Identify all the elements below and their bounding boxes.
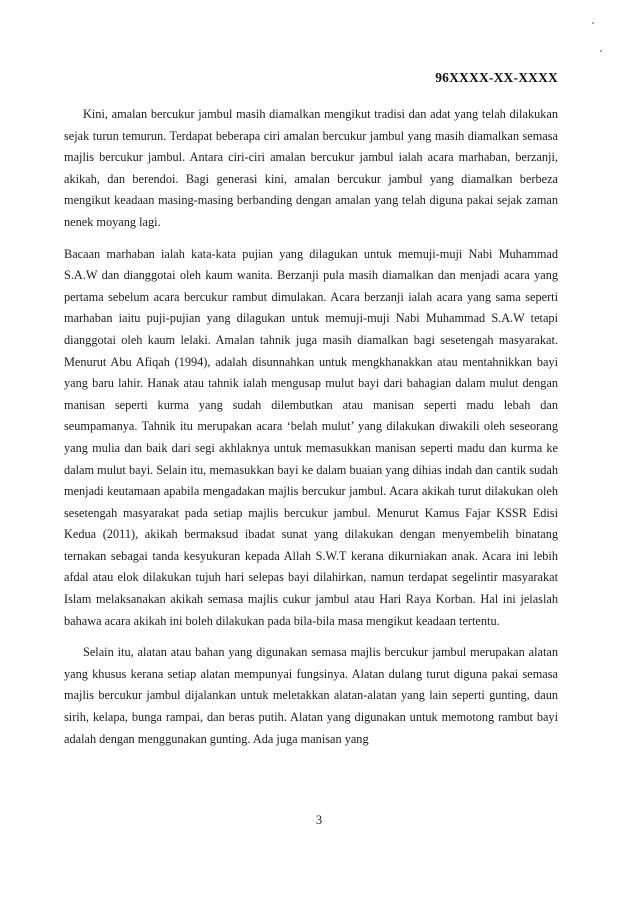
page-number: 3 — [315, 813, 323, 827]
paragraph: Selain itu, alatan atau bahan yang digunakan semasa majlis bercukur jambul merupakan alatan yang khusus kerana setiap alatan mempunyai fungsinya. Alatan dulang turut diguna pakai semasa majlis bercukur jambul dijalankan untuk meletakkan alatan-alatan yang lain seperti gunting, daun sirih, kelapa, bunga rampai, dan beras putih. Alatan yang digunakan untuk memotong rambut bayi adalah dengan menggunakan gunting. Ada juga manisan yang — [64, 645, 558, 746]
document-id: 96XXXX-XX-XXXX — [435, 70, 558, 85]
scan-speck — [600, 50, 602, 52]
body-text — [64, 104, 558, 750]
scan-speck — [592, 22, 594, 24]
paragraph: Bacaan marhaban ialah kata-kata pujian yang dilagukan untuk memuji-muji Nabi Muhammad S.A.W dan dianggotai oleh kaum wanita. Berzanji pula masih diamalkan dan menjadi acara yang pertama sebelum acara bercukur rambut dimulakan. Acara berzanji ialah acara yang sama seperti marhaban iaitu puji-pujian yang dilagukan untuk memuji-muji Nabi Muhammad S.A.W tetapi dianggotai oleh kaum lelaki. Amalan tahnik juga masih diamalkan bagi sesetengah masyarakat. Menurut Abu Afiqah (1994), adalah disunnahkan untuk mengkhanakkan atau mentahnikkan bayi yang baru lahir. Hanak atau tahnik ialah mengusap mulut bayi dari bahagian dalam mulut dengan manisan seperti kurma yang sudah dilembutkan atau manisan seperti madu lebah dan seumpamanya. Tahnik itu merupakan acara ‘belah mulut’ yang dilakukan diwakili oleh seseorang yang mulia dan baik dari segi akhlaknya untuk memasukkan manisan seperti madu dan kurma ke dalam mulut bayi. Selain itu, memasukkan bayi ke dalam buaian yang dihias indah dan cantik sudah menjadi keutamaan apabila mengadakan majlis bercukur jambul. Acara akikah turut dilakukan oleh sesetengah masyarakat pada setiap majlis bercukur jambul. Menurut Kamus Fajar KSSR Edisi Kedua (2011), akikah bermaksud ibadat sunat yang dilakukan dengan menyembelih binatang ternakan sebagai tanda kesyukuran kepada Allah S.W.T kerana dikurniakan anak. Acara ini lebih afdal atau elok dilakukan tujuh hari selepas bayi dilahirkan, namun terdapat segelintir masyarakat Islam melaksanakan akikah semasa majlis cukur jambul atau Hari Raya Korban. Hal ini jelaslah bahawa acara akikah ini boleh dilakukan pada bila-bila masa mengikut keadaan tertentu. — [64, 246, 558, 628]
paragraph: Kini, amalan bercukur jambul masih diamalkan mengikut tradisi dan adat yang telah dilakukan sejak turun temurun. Terdapat beberapa ciri amalan bercukur jambul yang masih diamalkan semasa majlis bercukur jambul. Antara ciri-ciri amalan bercukur jambul ialah acara marhaban, berzanji, akikah, dan berendoi. Bagi generasi kini, amalan bercukur jambul yang diamalkan berbeza mengikut keadaan masing-masing berbanding dengan amalan yang telah diguna pakai sejak zaman nenek moyang lagi. — [64, 107, 558, 229]
